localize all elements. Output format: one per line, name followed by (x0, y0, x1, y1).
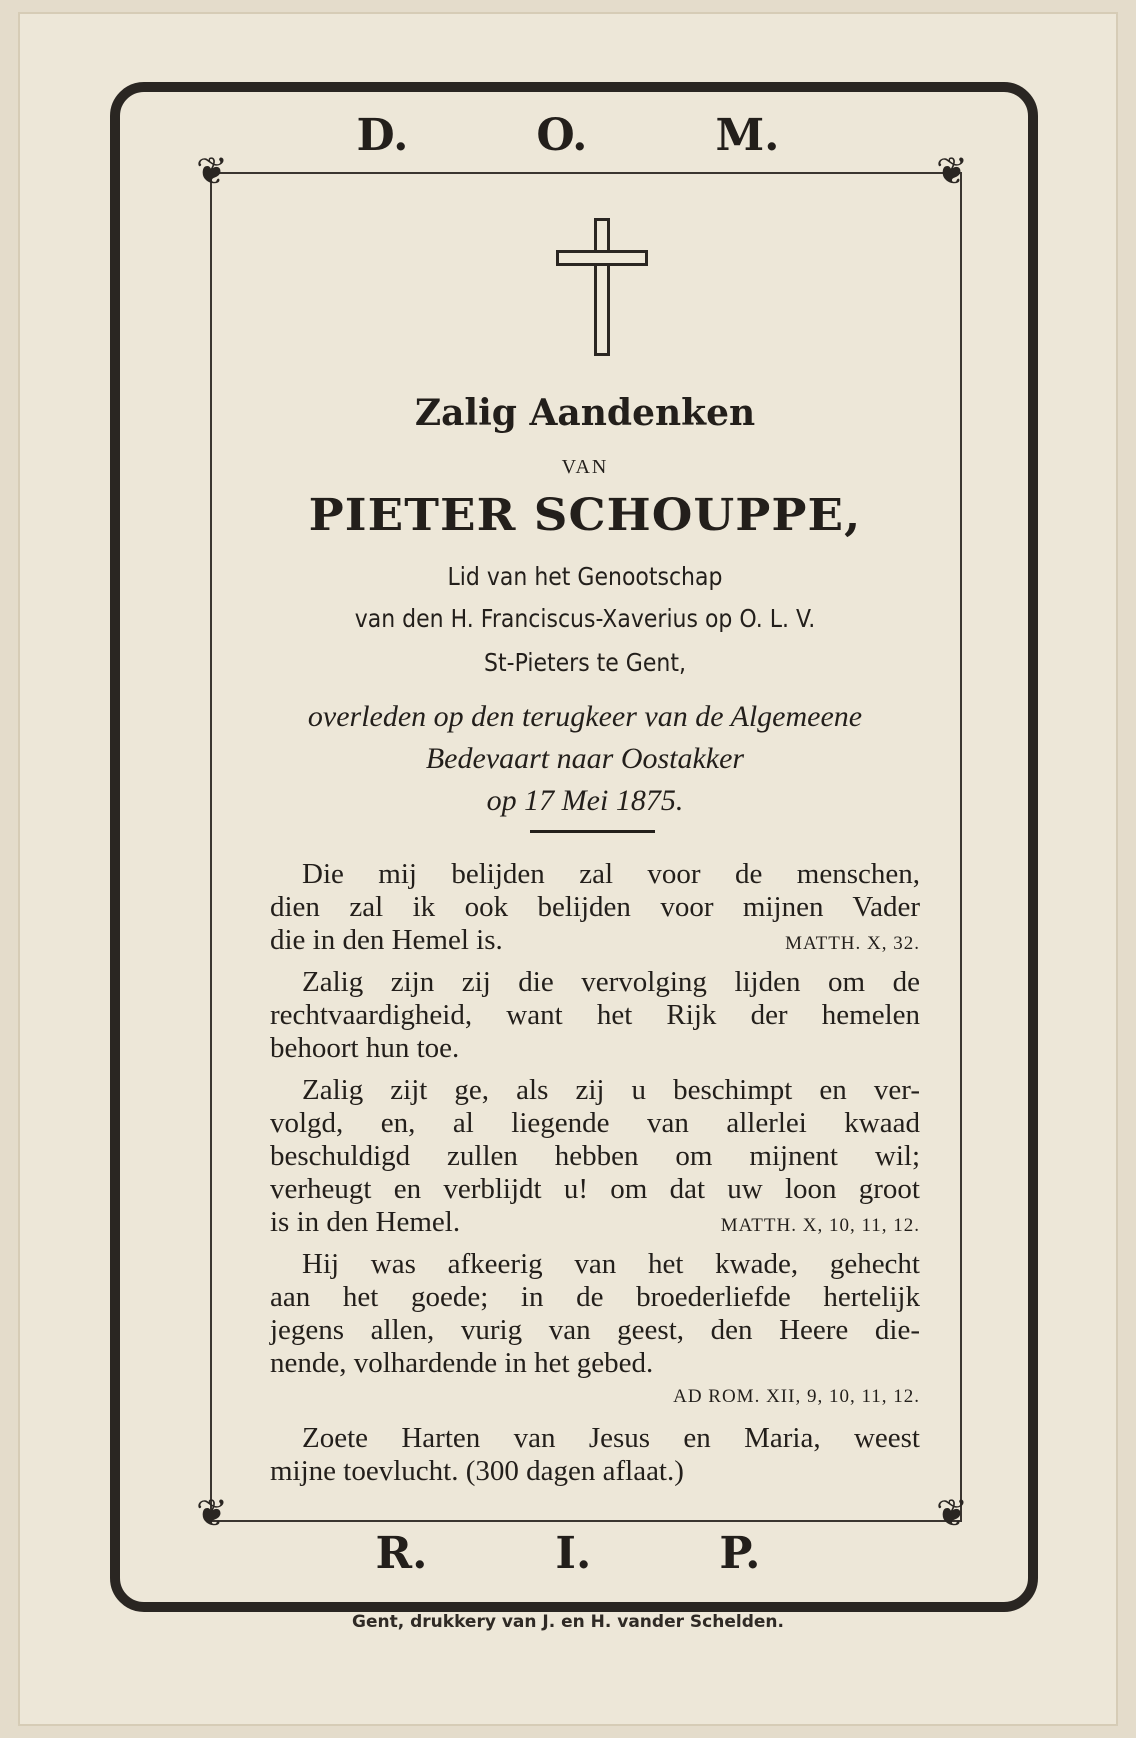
death-line: Bedevaart naar Oostakker (425, 742, 745, 775)
passage-2 (270, 966, 920, 1065)
passage-line: nende, volhardende in het gebed. (270, 1347, 654, 1379)
passage-line: Zalig zijt ge, als zij u beschimpt en ver- (302, 1074, 920, 1106)
passage-5 (270, 1422, 920, 1488)
deceased-name: PIETER SCHOUPPE, (308, 490, 862, 541)
death-line: op 17 Mei 1875. (486, 784, 684, 817)
passage-4 (270, 1248, 920, 1413)
corner-ornament-bottom-right: ❦ (936, 1491, 968, 1535)
passage-line: Zalig zijn zij die vervolging lijden om de (302, 966, 920, 998)
passage-line: die in den Hemel is. (270, 924, 503, 956)
van-label: VAN (561, 456, 609, 478)
passage-1 (270, 858, 920, 960)
scripture-reference: MATTH. X, 32. (785, 933, 920, 954)
passage-line: behoort hun toe. (270, 1032, 460, 1064)
passage-line: beschuldigd zullen hebben om mijnent wil; (270, 1140, 920, 1172)
passage-line: Die mij belijden zal voor de menschen, (302, 858, 920, 890)
rip-letter: P. (719, 1528, 761, 1579)
divider-rule (530, 830, 655, 833)
subtitle-line: St-Pieters te Gent, (484, 648, 686, 677)
subtitle-line: van den H. Franciscus-Xaverius op O. L. V. (354, 604, 816, 633)
corner-ornament-top-right: ❦ (936, 149, 968, 193)
dom-letter: M. (715, 110, 780, 161)
passage-line: mijne toevlucht. (300 dagen aflaat.) (270, 1455, 684, 1487)
dom-header (0, 110, 1136, 161)
rip-footer (0, 1528, 1136, 1579)
rip-letter: R. (375, 1528, 428, 1579)
passage-line: verheugt en verblijdt u! om dat uw loon groot (270, 1173, 920, 1205)
passage-line: volgd, en, al liegende van allerlei kwaad (270, 1107, 920, 1139)
corner-ornament-bottom-left: ❦ (196, 1491, 228, 1535)
passage-line: jegens allen, vurig van geest, den Heere die- (270, 1314, 920, 1346)
passage-line: aan het goede; in de broederliefde hertelijk (270, 1281, 920, 1313)
card-title: Zalig Aandenken (414, 392, 756, 434)
passage-3 (270, 1074, 920, 1242)
scripture-reference: MATTH. X, 10, 11, 12. (720, 1215, 920, 1236)
corner-ornament-top-left: ❦ (196, 149, 228, 193)
dom-letter: O. (536, 110, 588, 161)
rip-letter: I. (555, 1528, 592, 1579)
passage-line: Hij was afkeerig van het kwade, gehecht (302, 1248, 920, 1280)
scripture-reference: AD ROM. XII, 9, 10, 11, 12. (673, 1386, 920, 1407)
subtitle-line: Lid van het Genootschap (447, 562, 723, 591)
dom-letter: D. (356, 110, 409, 161)
passage-line: rechtvaardigheid, want het Rijk der hemelen (270, 999, 920, 1031)
passage-line: Zoete Harten van Jesus en Maria, weest (302, 1422, 920, 1454)
passage-line: dien zal ik ook belijden voor mijnen Vader (270, 891, 920, 923)
death-line: overleden op den terugkeer van de Algemeene (307, 700, 863, 733)
passage-line: is in den Hemel. (270, 1206, 461, 1238)
printer-credit: Gent, drukkery van J. en H. vander Schelden. (352, 1612, 784, 1632)
